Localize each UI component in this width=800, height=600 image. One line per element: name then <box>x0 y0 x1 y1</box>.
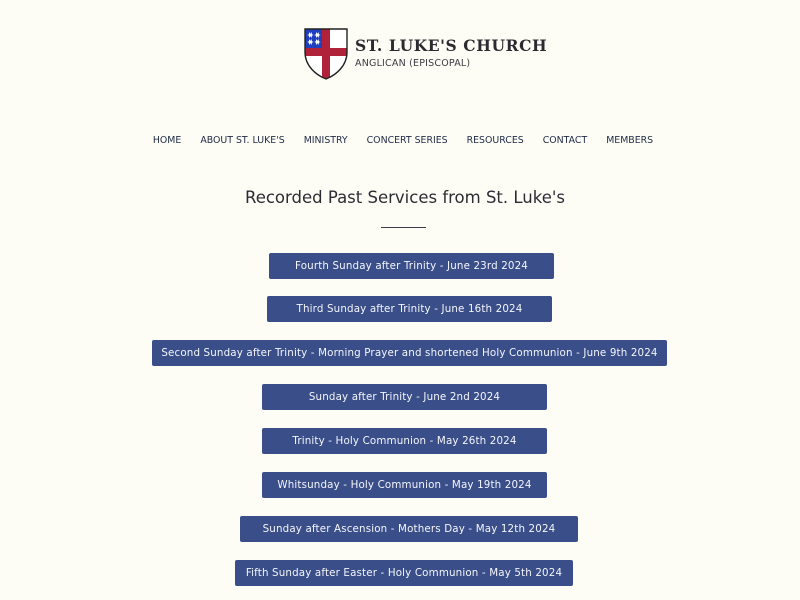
nav-item-members[interactable]: MEMBERS <box>606 135 654 146</box>
service-button[interactable]: Sunday after Trinity - June 2nd 2024 <box>262 384 547 410</box>
service-button[interactable]: Fourth Sunday after Trinity - June 23rd 2024 <box>269 253 554 279</box>
nav-item-concert-series[interactable]: CONCERT SERIES <box>366 135 448 146</box>
church-subtitle: ANGLICAN (EPISCOPAL) <box>355 58 471 69</box>
main-nav <box>0 134 800 148</box>
service-button[interactable]: Second Sunday after Trinity - Morning Prayer and shortened Holy Communion - June 9th 2024 <box>152 340 667 366</box>
service-button[interactable]: Fifth Sunday after Easter - Holy Communion - May 5th 2024 <box>235 560 573 586</box>
church-name: ST. LUKE'S CHURCH <box>355 36 548 55</box>
service-button[interactable]: Trinity - Holy Communion - May 26th 2024 <box>262 428 547 454</box>
nav-item-resources[interactable]: RESOURCES <box>466 135 524 146</box>
nav-item-home[interactable]: HOME <box>152 135 182 146</box>
service-button[interactable]: Whitsunday - Holy Communion - May 19th 2024 <box>262 472 547 498</box>
brand-text <box>355 28 547 69</box>
nav-item-ministry[interactable]: MINISTRY <box>303 135 348 146</box>
nav-item-contact[interactable]: CONTACT <box>542 135 588 146</box>
nav-item-about[interactable]: ABOUT ST. LUKE'S <box>200 135 285 146</box>
service-button[interactable]: Third Sunday after Trinity - June 16th 2024 <box>267 296 552 322</box>
service-button[interactable]: Sunday after Ascension - Mothers Day - May 12th 2024 <box>240 516 578 542</box>
page-title: Recorded Past Services from St. Luke's <box>244 188 566 207</box>
site-logo-link[interactable] <box>304 28 547 82</box>
title-divider <box>381 227 426 228</box>
episcopal-shield-icon <box>304 28 348 80</box>
